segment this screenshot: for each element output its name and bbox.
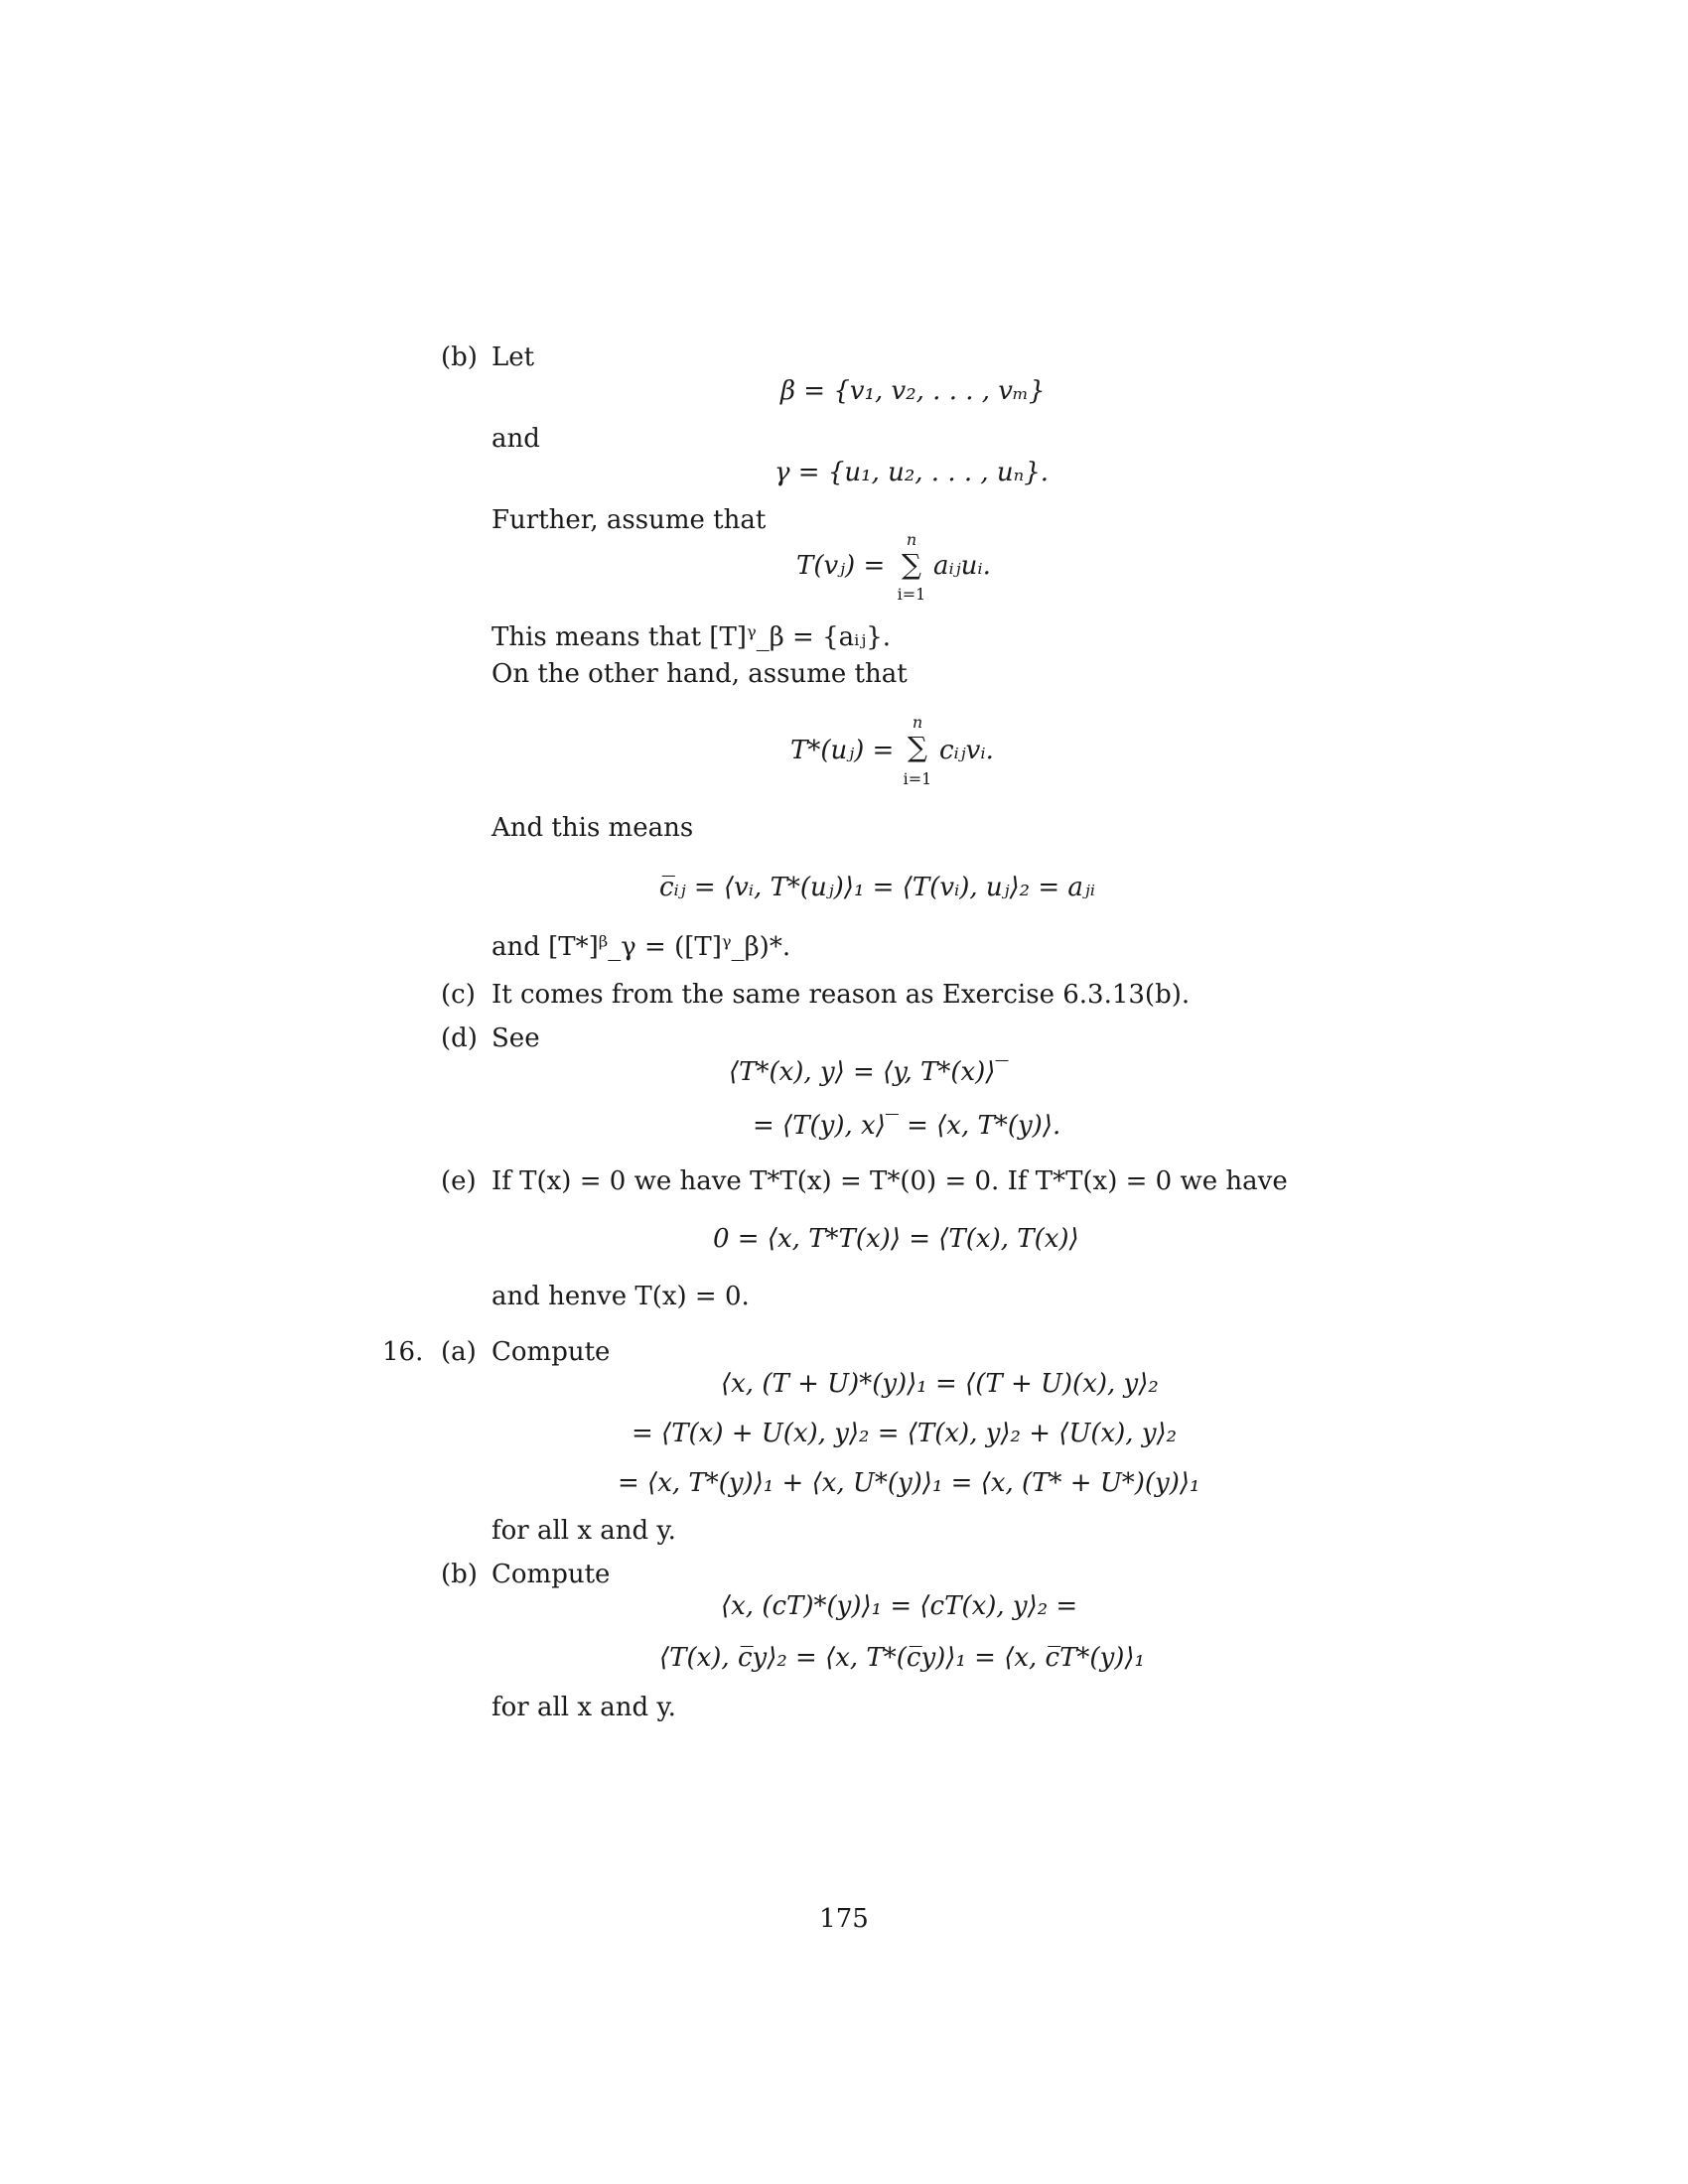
equation-15d-line2: = ⟨T(y), x⟩‾ = ⟨x, T*(y)⟩. — [753, 1111, 1061, 1141]
equation-15e: 0 = ⟨x, T*T(x)⟩ = ⟨T(x), T(x)⟩ — [713, 1224, 1079, 1254]
summation-symbol: ∑ — [902, 548, 921, 581]
exercise-number-16: 16. — [382, 1337, 424, 1367]
text-further-assume: Further, assume that — [492, 505, 767, 535]
item-label-15d: (d) — [441, 1024, 478, 1053]
equation-c-conjugate: c̅ᵢⱼ = ⟨vᵢ, T*(uⱼ)⟩₁ = ⟨T(vᵢ), uⱼ⟩₂ = aⱼᵢ — [659, 873, 1096, 902]
item-label-15c: (c) — [441, 980, 476, 1010]
sum-upper-limit-2: n — [912, 713, 923, 732]
sum-lower-limit: i=1 — [897, 585, 926, 604]
text-15e-conclusion: and henve T(x) = 0. — [492, 1282, 750, 1311]
text-forall-b: for all x and y. — [492, 1693, 676, 1722]
page-number: 175 — [819, 1904, 869, 1934]
text-adjoint-matrix: and [T*]ᵝ_γ = ([T]ᵞ_β)*. — [492, 932, 791, 962]
sum-upper-limit: n — [906, 530, 917, 549]
equation-Tstar-right: cᵢⱼvᵢ. — [939, 736, 994, 765]
text-other-hand: On the other hand, assume that — [492, 659, 908, 689]
text-15c: It comes from the same reason as Exercise 6.3.13(b). — [492, 980, 1191, 1010]
equation-Tv-right: aᵢⱼuᵢ. — [933, 551, 991, 581]
summation-symbol-2: ∑ — [908, 731, 927, 763]
text-see: See — [492, 1024, 540, 1053]
sum-lower-limit-2: i=1 — [903, 769, 932, 788]
equation-15d-line1: ⟨T*(x), y⟩ = ⟨y, T*(x)⟩‾ — [729, 1057, 1009, 1087]
equation-16a-line3: = ⟨x, T*(y)⟩₁ + ⟨x, U*(y)⟩₁ = ⟨x, (T* + U*)(y)⟩₁ — [618, 1468, 1200, 1498]
text-this-means: This means that [T]ᵞ_β = {aᵢⱼ}. — [492, 622, 892, 652]
equation-Tstar-left: T*(uⱼ) = — [790, 736, 895, 765]
equation-16a-line2: = ⟨T(x) + U(x), y⟩₂ = ⟨T(x), y⟩₂ + ⟨U(x), y⟩₂ — [632, 1419, 1178, 1448]
text-and-this-means: And this means — [492, 813, 694, 843]
equation-16b-line2: ⟨T(x), c̅y⟩₂ = ⟨x, T*(c̅y)⟩₁ = ⟨x, c̅T*(y)⟩₁ — [659, 1643, 1145, 1673]
text-forall-a: for all x and y. — [492, 1516, 676, 1546]
text-compute-b: Compute — [492, 1560, 611, 1589]
item-label-15e: (e) — [441, 1166, 477, 1196]
equation-Tv-left: T(vⱼ) = — [796, 551, 886, 581]
text-compute-a: Compute — [492, 1337, 611, 1367]
item-label-16a: (a) — [441, 1337, 477, 1367]
equation-beta-basis: β = {v₁, v₂, . . . , vₘ} — [780, 376, 1046, 406]
text-15e: If T(x) = 0 we have T*T(x) = T*(0) = 0. If T*T(x) = 0 we have — [492, 1166, 1288, 1196]
item-label-15b: (b) — [441, 342, 478, 372]
equation-16a-line1: ⟨x, (T + U)*(y)⟩₁ = ⟨(T + U)(x), y⟩₂ — [721, 1369, 1159, 1399]
equation-16b-line1: ⟨x, (cT)*(y)⟩₁ = ⟨cT(x), y⟩₂ = — [721, 1591, 1078, 1621]
item-label-16b: (b) — [441, 1560, 478, 1589]
text-let: Let — [492, 342, 535, 372]
text-and: and — [492, 424, 540, 454]
equation-gamma-basis: γ = {u₁, u₂, . . . , uₙ}. — [774, 458, 1049, 487]
